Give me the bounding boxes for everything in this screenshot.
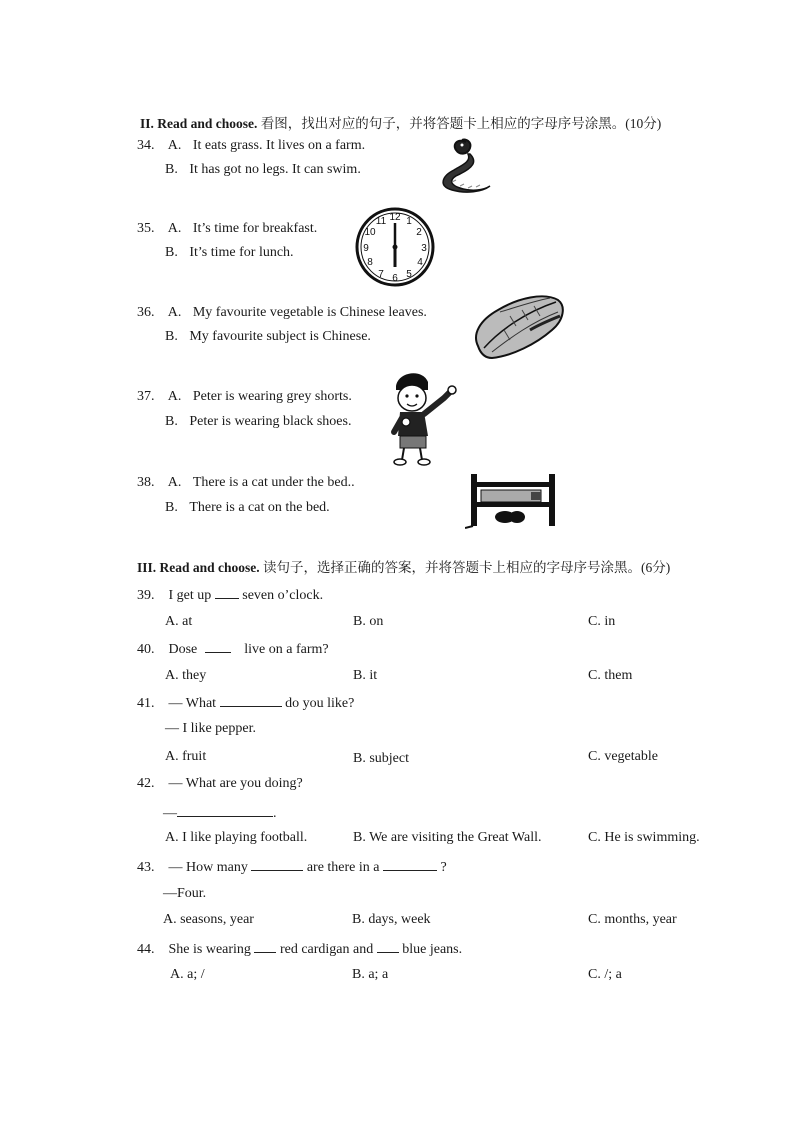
stem-text-post: do you like? [285, 696, 355, 711]
question-44-stem [137, 940, 462, 958]
question-36-option-b [165, 329, 371, 345]
boy-icon [388, 368, 468, 468]
question-43-option-c: C. months, year [588, 912, 677, 927]
clock-number-11: 11 [375, 216, 387, 227]
section-2-title [140, 112, 661, 132]
question-43-option-b: B. days, week [352, 912, 431, 927]
clock-icon [353, 205, 437, 289]
stem-text-mid: are there in a [306, 860, 380, 875]
question-number: 34. [137, 138, 155, 153]
option-label: B. [165, 329, 178, 344]
question-37-option-b [165, 414, 351, 430]
question-38-option-a [137, 475, 355, 491]
question-number: 43. [137, 860, 155, 875]
stem-text-mid: red cardigan and [279, 942, 374, 957]
question-number: 41. [137, 696, 155, 711]
answer-blank [220, 694, 282, 707]
section-3-title-instructions: 读句子，选择正确的答案，并将答题卡上相应的字母序号涂黑。(6分) [263, 560, 671, 575]
option-label: B. [165, 162, 178, 177]
option-text: Peter is wearing grey shorts. [192, 389, 352, 404]
option-text: My favourite subject is Chinese. [189, 329, 371, 344]
question-42-option-a: A. I like playing football. [165, 830, 308, 845]
question-40-option-a: A. they [165, 668, 207, 683]
answer-blank-1 [254, 940, 276, 953]
answer-blank-2 [377, 940, 399, 953]
question-38-option-b [165, 500, 330, 516]
section-2-title-instructions: 看图，找出对应的句子，并将答题卡上相应的字母序号涂黑。(10分) [260, 116, 662, 131]
question-39-option-c: C. in [588, 614, 616, 629]
question-41-reply: — I like pepper. [165, 721, 256, 736]
question-39-option-b: B. on [353, 614, 384, 629]
question-40-option-c: C. them [588, 668, 633, 683]
option-label: A. [167, 138, 182, 153]
answer-blank-2 [383, 858, 437, 871]
option-text: It’s time for breakfast. [192, 221, 318, 236]
question-41-option-c: C. vegetable [588, 749, 658, 764]
snake-icon [432, 136, 496, 198]
stem-text-post: live on a farm? [244, 642, 329, 657]
question-40-option-b: B. it [353, 668, 378, 683]
clock-number-7: 7 [378, 269, 384, 280]
question-35-option-a [137, 221, 317, 237]
clock-number-5: 5 [406, 269, 412, 280]
option-label: B. [165, 414, 178, 429]
question-34-option-b [165, 162, 361, 178]
question-42-option-b: B. We are visiting the Great Wall. [353, 830, 542, 845]
question-37-option-a [137, 389, 352, 405]
option-label: A. [167, 389, 182, 404]
question-44-option-a: A. a; / [170, 967, 205, 982]
stem-text-pre: Dose [168, 642, 198, 657]
question-number: 35. [137, 221, 155, 236]
option-label: A. [167, 475, 182, 490]
question-number: 40. [137, 642, 155, 657]
question-39-stem [137, 586, 323, 604]
reply-end: . [273, 806, 277, 821]
question-number: 39. [137, 588, 155, 603]
stem-text-post: blue jeans. [402, 942, 463, 957]
question-42-stem [137, 776, 303, 792]
bed-with-cat-icon [465, 470, 561, 530]
option-label: A. [167, 221, 182, 236]
stem-text: — What are you doing? [168, 776, 303, 791]
clock-number-2: 2 [416, 227, 422, 238]
clock-number-12: 12 [389, 212, 401, 223]
question-43-reply: —Four. [163, 886, 207, 901]
option-text: It has got no legs. It can swim. [189, 162, 361, 177]
section-3-title-bold: III. Read and choose. [137, 560, 260, 575]
stem-text-pre: — How many [168, 860, 248, 875]
clock-number-10: 10 [364, 227, 376, 238]
option-text: It’s time for lunch. [189, 245, 294, 260]
option-text: There is a cat on the bed. [189, 500, 330, 515]
clock-number-4: 4 [417, 257, 423, 268]
question-41-option-b: B. subject [353, 751, 409, 766]
stem-text-pre: I get up [168, 588, 212, 603]
question-41-option-a: A. fruit [165, 749, 207, 764]
option-text: It eats grass. It lives on a farm. [192, 138, 366, 153]
question-39-option-a: A. at [165, 614, 193, 629]
question-36-option-a [137, 305, 427, 321]
clock-number-6: 6 [392, 273, 398, 284]
option-label: B. [165, 245, 178, 260]
option-label: A. [167, 305, 182, 320]
question-41-stem [137, 694, 354, 712]
answer-blank [205, 640, 231, 653]
option-text: My favourite vegetable is Chinese leaves. [192, 305, 427, 320]
clock-number-9: 9 [363, 243, 369, 254]
clock-number-1: 1 [406, 216, 412, 227]
question-number: 44. [137, 942, 155, 957]
stem-text-pre: She is wearing [168, 942, 251, 957]
option-label: B. [165, 500, 178, 515]
option-text: There is a cat under the bed.. [192, 475, 355, 490]
question-number: 42. [137, 776, 155, 791]
question-number: 38. [137, 475, 155, 490]
clock-number-3: 3 [421, 243, 427, 254]
stem-text-post: seven o’clock. [242, 588, 324, 603]
question-43-stem [137, 858, 447, 876]
question-number: 36. [137, 305, 155, 320]
question-44-option-c: C. /; a [588, 967, 622, 982]
stem-text-post: ? [440, 860, 447, 875]
answer-blank [215, 586, 239, 599]
clock-number-8: 8 [367, 257, 373, 268]
reply-dash: — [163, 806, 177, 821]
section-2-title-bold: II. Read and choose. [140, 116, 258, 131]
question-34-option-a [137, 138, 365, 154]
question-42-reply [163, 804, 277, 822]
section-3-title [137, 556, 670, 576]
question-43-option-a: A. seasons, year [163, 912, 254, 927]
question-42-option-c: C. He is swimming. [588, 830, 700, 845]
stem-text-pre: — What [168, 696, 217, 711]
option-text: Peter is wearing black shoes. [189, 414, 352, 429]
question-number: 37. [137, 389, 155, 404]
chinese-cabbage-icon [470, 290, 568, 362]
question-35-option-b [165, 245, 294, 261]
answer-blank-1 [251, 858, 303, 871]
question-40-stem [137, 640, 329, 658]
question-44-option-b: B. a; a [352, 967, 389, 982]
answer-blank [177, 804, 273, 817]
